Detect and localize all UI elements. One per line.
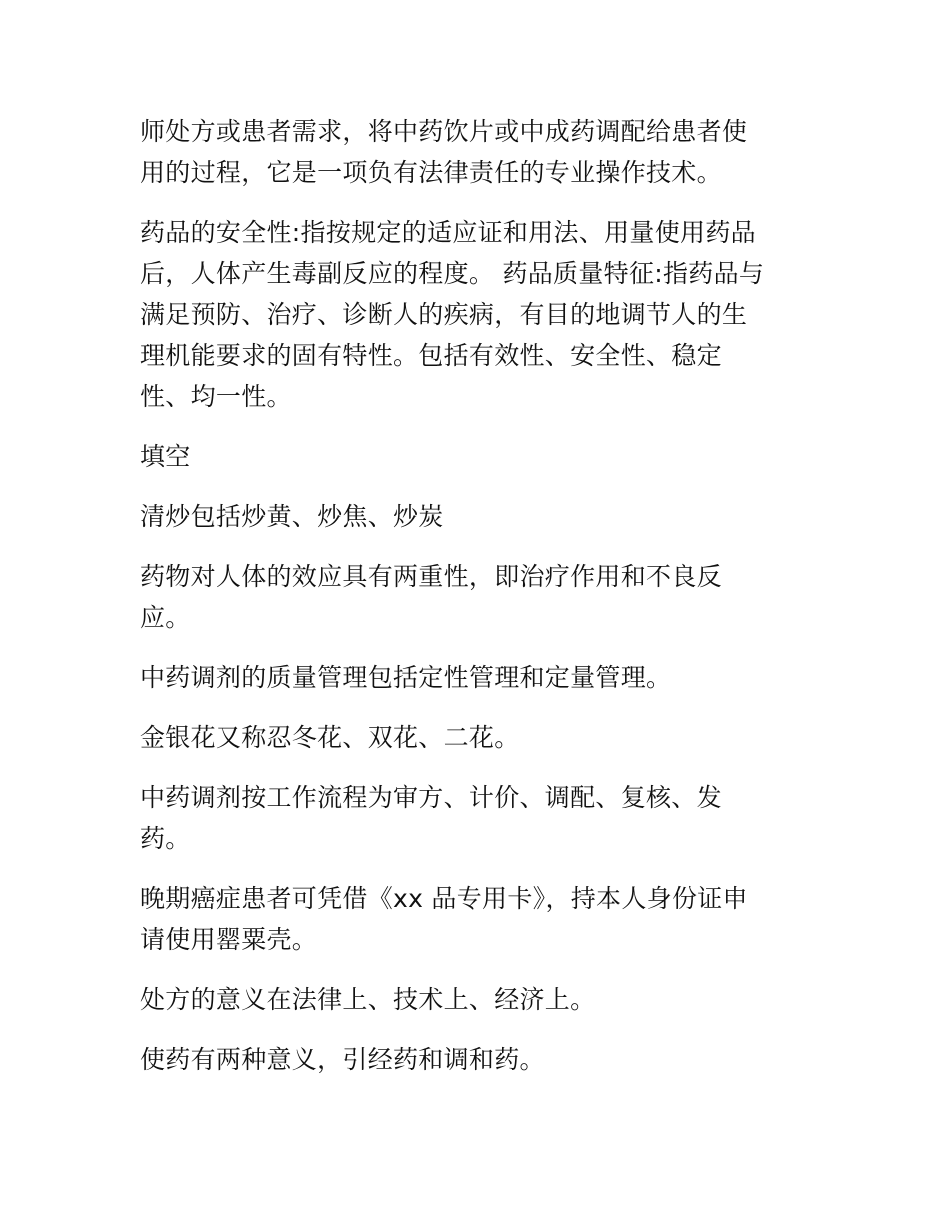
text-line: 金银花又称忍冬花、双花、二花。 [140, 723, 520, 752]
text-line: 处方的意义在法律上、技术上、经济上。 [140, 985, 596, 1014]
text-line: 使药有两种意义，引经药和调和药。 [140, 1045, 545, 1074]
text-line: 用的过程，它是一项负有法律责任的专业操作技术。 [140, 158, 722, 187]
text-line: 药。 [140, 824, 191, 853]
paragraph-quality-management [140, 657, 812, 698]
text-line: 师处方或患者需求，将中药饮片或中成药调配给患者使 [140, 117, 748, 146]
text-line: 请使用罂粟壳。 [140, 925, 318, 954]
text-line: 理机能要求的固有特性。包括有效性、安全性、稳定 [140, 341, 722, 370]
paragraph-poppy-shell [140, 878, 812, 960]
section-heading-fill-in [140, 436, 812, 477]
text-line: 后，人体产生毒副反应的程度。 药品质量特征:指药品与 [140, 259, 765, 288]
text-line: 应。 [140, 603, 191, 632]
paragraph-prescription-meaning [140, 979, 812, 1020]
text-line: 填空 [140, 442, 191, 471]
text-line: 性、均一性。 [140, 382, 292, 411]
paragraph-dispensing-definition [140, 111, 812, 193]
paragraph-drug-safety [140, 212, 812, 417]
text-line: 药物对人体的效应具有两重性，即治疗作用和不良反 [140, 562, 722, 591]
paragraph-guide-drug [140, 1039, 812, 1080]
paragraph-honeysuckle [140, 717, 812, 758]
paragraph-stir-frying [140, 496, 812, 537]
text-line: 中药调剂按工作流程为审方、计价、调配、复核、发 [140, 783, 722, 812]
paragraph-workflow [140, 777, 812, 859]
text-line: 药品的安全性:指按规定的适应证和用法、用量使用药品 [140, 218, 756, 247]
text-line: 满足预防、治疗、诊断人的疾病，有目的地调节人的生 [140, 300, 748, 329]
text-line: 晚期癌症患者可凭借《xx 品专用卡》，持本人身份证申 [140, 884, 748, 913]
paragraph-drug-effects [140, 556, 812, 638]
document-body [140, 111, 812, 1099]
text-line: 中药调剂的质量管理包括定性管理和定量管理。 [140, 663, 672, 692]
text-line: 清炒包括炒黄、炒焦、炒炭 [140, 502, 444, 531]
